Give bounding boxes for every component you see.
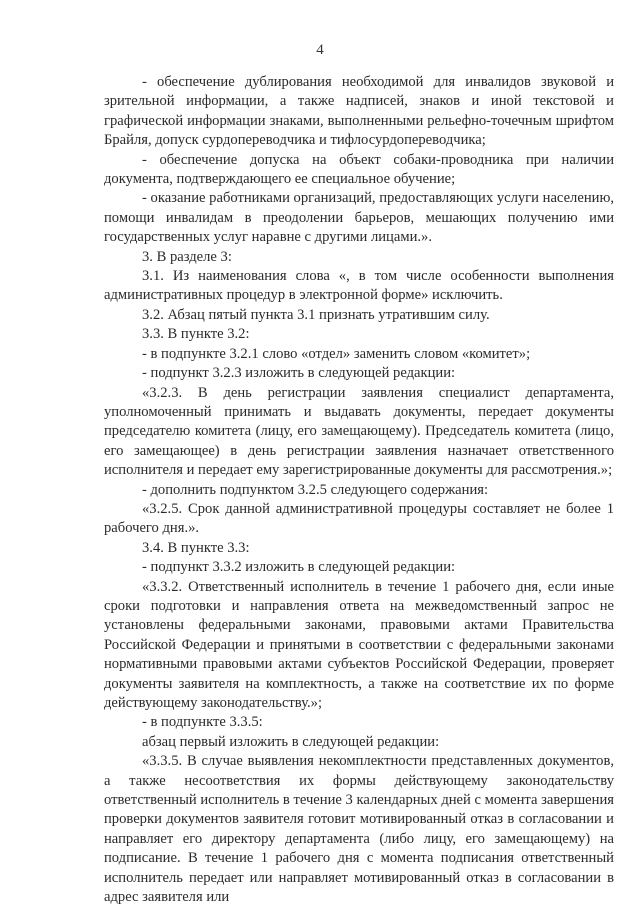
paragraph: - в подпункте 3.3.5: [142, 714, 263, 731]
section-heading: 3. В разделе 3: [142, 248, 232, 265]
paragraph: - подпункт 3.2.3 изложить в следующей редакции: [142, 365, 456, 382]
quoted-paragraph: «3.3.5. В случае выявления некомплектности представленных документов, а также несоответствия их формы действующему законодательству ответственный исполнитель в течение 3 календарных дней с момента завершения проверки документов заявителя готовит мотивированный отказ в согласовании и направляет его директору департамента (либо лицу, его замещающему) на подписание. В течение 1 рабочего дня с момента подписания ответственный исполнитель передает или направляет мотивированный отказ в согласовании в адрес заявителя или [104, 753, 614, 906]
quoted-paragraph: «3.3.2. Ответственный исполнитель в течение 1 рабочего дня, если иные сроки подготовки и направления ответа на межведомственный запрос не установлены федеральными законами, правовыми актами Правительства Российской Федерации и принятыми в соответствии с федеральными законами нормативными правовыми актами субъектов Российской Федерации, проверяет документы заявителя на комплектность, а также на соответствие их по форме действующему законодательству.»; [104, 578, 614, 711]
paragraph: 3.3. В пункте 3.2: [142, 326, 250, 343]
paragraph: - оказание работниками организаций, предоставляющих услуги населению, помощи инвалидам в преодолении барьеров, мешающих получению ими государственных услуг наравне с другими лицами.». [104, 190, 614, 246]
quoted-paragraph: «3.2.5. Срок данной административной процедуры составляет не более 1 рабочего дня.». [104, 500, 614, 537]
paragraph: - обеспечение допуска на объект собаки-проводника при наличии документа, подтверждающего ее специальное обучение; [104, 151, 614, 188]
paragraph: 3.2. Абзац пятый пункта 3.1 признать утратившим силу. [142, 306, 490, 323]
quoted-paragraph: «3.2.3. В день регистрации заявления специалист департамента, уполномоченный принимать и выдавать документы, передает документы председателю комитета (лицу, его замещающему). Председатель комитета (лицо, его замещающее) в день регистрации заявления назначает ответственного исполнителя и передает ему зарегистрированные документы для рассмотрения.»; [104, 384, 614, 479]
paragraph: 3.1. Из наименования слова «, в том числе особенности выполнения административных процедур в электронной форме» исключить. [104, 268, 614, 304]
paragraph: - обеспечение дублирования необходимой для инвалидов звуковой и зрительной информации, а также надписей, знаков и иной текстовой и графической информации знаками, выполненными рельефно-точечным шрифтом Брайля, допуск сурдопереводчика и тифлосурдопереводчика; [104, 74, 614, 149]
body-text [104, 73, 614, 907]
paragraph: - дополнить подпунктом 3.2.5 следующего содержания: [142, 481, 489, 498]
paragraph: 3.4. В пункте 3.3: [142, 539, 250, 556]
paragraph: - в подпункте 3.2.1 слово «отдел» заменить словом «комитет»; [142, 345, 531, 362]
page-number: 4 [316, 42, 324, 58]
paragraph: - подпункт 3.3.2 изложить в следующей редакции: [142, 559, 456, 576]
paragraph: абзац первый изложить в следующей редакции: [142, 733, 440, 750]
